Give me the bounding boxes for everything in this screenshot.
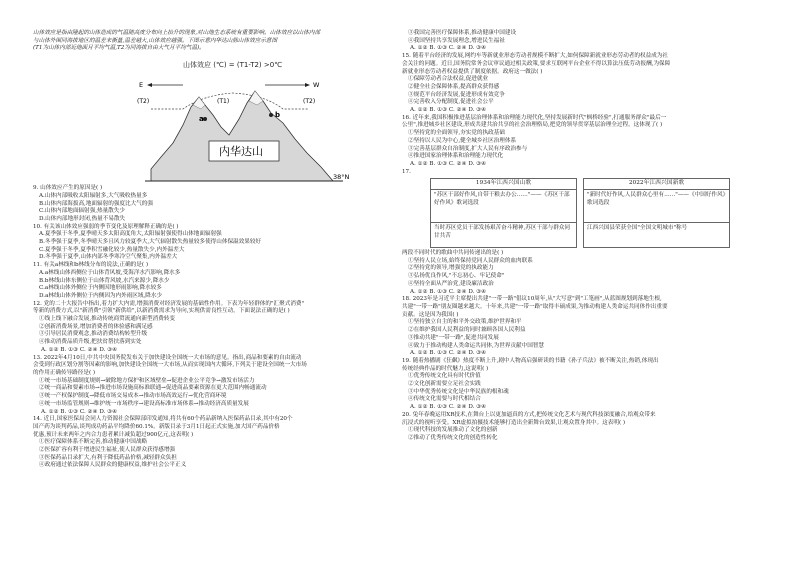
mountain-effect-diagram xyxy=(33,57,390,183)
q17-option: ①坚持人民立场,始终保持党同人民群众的血肉联系 xyxy=(408,257,533,264)
q14-option: ③医保药品目录扩大,有利于降低药品价格,减轻群众负担 xyxy=(39,454,177,461)
q12-stem: 12. 党的二十大报告中指出,着力扩大内需,增强消费对经济发展的基础性作用。下表为年轻群体的"汇聚式消费" xyxy=(33,300,305,307)
q17-option: ③弘扬优良作风,"不忘初心、牢记使命" xyxy=(408,273,505,280)
q11-option: B.b林线山体东侧位于山体背风坡,水汽来源少,降水少 xyxy=(39,277,170,284)
q16-option: ③完善基层群众自治制度,扩大人民有序政治参与 xyxy=(408,145,528,152)
q15-stem: 新就业形态劳动者权益提供了制度依据。政府这一做法( ) xyxy=(402,68,543,75)
q20-stem: 沉浸式的视听享受。XR虚拟拍摄技术能够打造出全新舞台效果,让观众置身其中。这表明( ) xyxy=(402,419,626,426)
q18-option: ②在维护我国人民利益的同时兼顾各国人民利益 xyxy=(408,327,526,334)
q13-choices: A. ①② B. ①③ C. ②④ D. ③④ xyxy=(41,408,118,415)
q17-option: ④坚持全面从严治党,建设廉洁政治 xyxy=(408,280,494,287)
q15-stem: 15. 随着平台经济的发展,网约车等新就业形态劳动者规模不断扩大,如何保障新就业形态劳动者的权益成为社 xyxy=(402,53,668,60)
q16-choices: A. ①② B. ①③ C. ②④ D. ③④ xyxy=(410,160,487,167)
poster-2022 xyxy=(583,178,730,248)
intro-line: 山体效应是指由隆起的山体造成的气温随高度分布向上抬升的现象,对山地生态系统有重要影响。山体效应以山体内部 xyxy=(33,30,321,36)
mountain-effect-figure xyxy=(33,57,390,183)
q15-option: ②健全社会保障体系,提高群众获得感 xyxy=(408,83,500,90)
intro-line: (T1为山体内部近地面月平均气温,T2为同海拔自由大气月平均气温)。 xyxy=(33,45,205,52)
q11-option: D.a林线山体外侧位于内侧因为内外雨区域,降水少 xyxy=(39,292,163,299)
east-label: E xyxy=(139,81,144,90)
q19-stem: 19. 随着热播剧《狂飙》热度不断上升,剧中人物高启强研读的书籍《孙子兵法》被不断关注,热销,体现出 xyxy=(402,357,659,364)
q18-stem: 18. 2023年是习近平主席提出共建"一带一路"倡议10周年,从"大写意"到"工笔画",从蓝图规划到落地生根, xyxy=(402,296,662,303)
mountain-name-label: 内华达山 xyxy=(219,145,263,159)
q18-option: ①坚持独立自主的和平外交政策,维护世界和平 xyxy=(408,319,522,326)
q13-stem: 会受到行政区划分割等因素的影响,加快建设全国统一大市场,从而实现国内大循环,下列关于建设全国统一大市场 xyxy=(33,362,307,369)
q18-choices: A. ①② B. ①③ C. ②④ D. ③④ xyxy=(410,350,487,357)
q19-option: ④传统文化需要与时代相结合 xyxy=(408,396,481,403)
q19-stem: 传统经典作品的时代魅力,这说明( ) xyxy=(402,365,489,372)
t2-right-label: (T2) xyxy=(303,98,316,106)
q18-stem: 贡献。这是因为我国( ) xyxy=(402,311,459,318)
q10-stem: 10. 有关该山体效应强弱的季节变化及原理解释正确的是( ) xyxy=(33,223,179,230)
q17-stem: 两段不同时代的歌曲中共同传递出的是( ) xyxy=(402,250,504,257)
right-column xyxy=(402,30,772,443)
q14-option: ③我国完善医疗保障体系,推动健康中国建设 xyxy=(408,30,517,36)
q10-option: C.夏季强于冬季,夏季积雪融化较少,热量散失少,内外温差大 xyxy=(39,246,185,253)
q9-option: A.山体内部吸收太阳辐射多,大气吸收热量多 xyxy=(39,192,148,199)
east-arrow-head xyxy=(147,83,152,87)
q18-option: ③推动共建"一带一路",促进共同发展 xyxy=(408,334,499,341)
q15-stem: 会关注的问题。近日,国务院常务会议审议通过相关政策,要求互联网平台企业不得以算法压低劳动报酬,为保障 xyxy=(402,60,671,67)
q16-option: ④推进国家治理体系和治理能力现代化 xyxy=(408,153,504,160)
latitude-label: 38°N xyxy=(333,173,350,182)
q20-option: ①现代科技的发展推动了文化的创新 xyxy=(408,427,498,434)
q12-option: ③引导居民消费观念,推动消费结构转型升级 xyxy=(39,331,148,338)
q12-option: ①线上线下融合发展,推动传统商贸流通向新型消费转变 xyxy=(39,316,176,323)
west-label: W xyxy=(313,81,320,90)
q16-option: ②坚持以人民为中心,健全城乡社区治理体系 xyxy=(408,137,517,144)
point-b-marker xyxy=(269,113,273,117)
q16-stem: 公里",推进城乡社区建设,形成共建共治共享的社会治理格局,把党的领导贯穿基层治理全过程。这体现了( ) xyxy=(402,122,663,129)
q16-option: ①坚持党的全面领导,夯实党的执政基础 xyxy=(408,130,505,137)
q14-stem: 优惠,预计未来两年之内合力患者累计减负超过900亿元,这表明( ) xyxy=(33,431,194,438)
diagram-formula: 山体效应 (℃) = (T1-T2) >0℃ xyxy=(183,61,283,70)
point-b-label: b xyxy=(275,111,281,120)
q12-stem: 等新的消费方式,以"新消费"引领"新供给",以新消费需求为导向,实现供需良性互动。下面说法正确的是( ) xyxy=(33,308,290,315)
q11-stem: 11. 有关a林线和b林线分布的说法,正确的是( ) xyxy=(33,262,149,269)
q14-option: ④政府通过依法保障人民群众的健康权益,维护社会公平正义 xyxy=(39,462,187,469)
q13-option: ②统一商品和要素市场→推进市场设施高标准联通→促进商品要素资源在更大范围内畅通流动 xyxy=(39,385,267,392)
q10-option: D.冬季强于夏季,山体内部冬季寒冷空气聚集,内外温差大 xyxy=(39,254,178,261)
q14-option: ④我国坚持共享发展理念,增进民生福祉 xyxy=(408,37,505,44)
q9-option: C.山体内部地面辐射强,热量散失少 xyxy=(39,208,125,215)
poster-1934 xyxy=(430,178,577,248)
left-column xyxy=(33,30,390,470)
q18-stem: 共建"一带一路"朋友圈越来越大。十年来,共建"一带一路"取得丰硕成果,为推动构建人类命运共同体作出重要 xyxy=(402,303,668,310)
poster-2022-head: 2022年江西兴国新歌 xyxy=(584,179,729,190)
t2-left-label: (T2) xyxy=(137,98,150,106)
q12-choices: A. ①② B. ①③ C. ②④ D. ③④ xyxy=(41,346,118,353)
q20-stem: 20. 兔年春晚运用XR技术,在舞台上以更加逼真的方式,把传统文化艺术与现代科技深度融合,给观众带来 xyxy=(402,411,656,418)
isotherm-line xyxy=(151,93,309,109)
q13-option: ④统一市场监管规则→维护统一市场秩序→建设高标准市场体系→推动经济高质量发展 xyxy=(39,400,249,407)
q14-choices: A. ①② B. ①③ C. ②④ D. ③④ xyxy=(410,45,487,52)
q14-option: ①医疗保障体系不断完善,推动健康中国战略 xyxy=(39,439,148,446)
q19-option: ③中华优秀传统文化是中华民族的根和魂 xyxy=(408,388,509,395)
song-comparison-poster xyxy=(430,178,730,248)
q17-option: ②坚持党的领导,增强党的执政能力 xyxy=(408,265,494,272)
q9-option: D.山体内部地形封闭,热量不易散失 xyxy=(39,215,126,222)
q15-choices: A. ①② B. ①③ C. ②④ D. ③④ xyxy=(410,107,487,114)
q11-option: C.a林线山体外侧位于内侧因地形雨影响,降水较多 xyxy=(39,285,162,292)
q13-stem: 13. 2022年4月10日,中共中央国务院发布关于加快建设全国统一大市场的意见。指出,商品和要素的自由流动 xyxy=(33,354,302,361)
q13-option: ③统一产权保护制度→降低市场交易成本→推动市场高效运行→优化营商环境 xyxy=(39,393,227,400)
q15-option: ③规范平台经济发展,促进形成有效竞争 xyxy=(408,91,505,98)
q14-option: ②医保扩容有利于增进民生福祉,使人民群众获得感增强 xyxy=(39,447,176,454)
q10-option: B.冬季强于夏季,冬季晴天多且风力较夏季大,大气辐射散失热量较多使得山体保温效果较好 xyxy=(39,239,262,246)
q19-choices: A. ①② B. ①③ C. ②④ D. ③④ xyxy=(410,404,487,411)
q17-number: 17. xyxy=(402,168,411,175)
poster-1934-head: 1934年江西兴国山歌 xyxy=(431,179,576,190)
q19-option: ②文化创新需要立足社会实践 xyxy=(408,381,481,388)
q9-option: B.山体内部海拔高,地面辐射的强度比大气的强 xyxy=(39,200,153,207)
t1-label: (T1) xyxy=(217,98,230,106)
q16-stem: 16. 近年来,我国积极推进基层治理体系和治理能力现代化,坚持发展新时代"枫桥经验",打通服务群众"最后一 xyxy=(402,114,667,121)
q14-stem: 国产药为谈判药品,谈判成功药品平均降价60.1%。新版目录于3月1日起正式实施,加大国产药品价格 xyxy=(33,423,280,430)
poster-1934-foot: 当时苏区党员干部发扬艰苦奋斗精神,苏区干部与群众同甘共苦 xyxy=(431,222,576,247)
poster-2022-foot: 江西兴国县荣获全国"全国文明城市"称号 xyxy=(584,222,729,247)
west-arrow-head xyxy=(305,83,310,87)
q15-option: ①保障劳动者合法权益,促进就业 xyxy=(408,76,489,83)
q14-stem: 14. 近日,国家医保局会同人力资源社会保障部印发通知,将共有60个药品新纳入医保药品目录,其中有20个 xyxy=(33,416,293,423)
q10-option: A.夏季强于冬季,夏季晴天多太阳高度角大,太阳辐射强使得山体地面辐射强 xyxy=(39,231,222,238)
q15-option: ④完善收入分配制度,促进社会公平 xyxy=(408,99,494,106)
poster-1934-body: "苏区干部好作风,自带干粮去办公……"——《苏区干部好作风》歌词选段 xyxy=(434,192,570,206)
intro-line: 与山体外围同海拔地区的温差来衡量,温差越大,山体效应越强。下图示意内华达山脉山体效应示意图 xyxy=(33,37,278,44)
point-a-label: a xyxy=(199,115,204,124)
poster-2022-body: "新时代好作风,人民群众心里有……"——《中国好作风》歌词选段 xyxy=(587,192,726,206)
q13-option: ①统一市场基础制度规则→破除地方保护和区域壁垒→促进企业公平竞争→激发市场活力 xyxy=(39,377,255,384)
q20-option: ②推动了优秀传统文化的创造性转化 xyxy=(408,434,498,441)
q13-stem: 的作用正确传导路径是( ) xyxy=(33,369,96,376)
q17-choices: A. ①② B. ①③ C. ②④ D. ③④ xyxy=(410,288,487,295)
q18-option: ④致力于推动构建人类命运共同体,为世界贡献中国智慧 xyxy=(408,342,545,349)
q9-stem: 9. 山体效应产生的原因是( ) xyxy=(33,185,103,192)
q12-option: ②创新消费场景,增加消费者的体验感和满足感 xyxy=(39,323,153,330)
q19-option: ①优秀传统文化具有时代价值 xyxy=(408,373,481,380)
q11-option: A.a林线山体西侧位于山体背风坡,受海洋水汽影响,降水多 xyxy=(39,269,181,276)
q12-option: ④推动消费品质升级,把扶贫帮扶落到实处 xyxy=(39,339,142,346)
